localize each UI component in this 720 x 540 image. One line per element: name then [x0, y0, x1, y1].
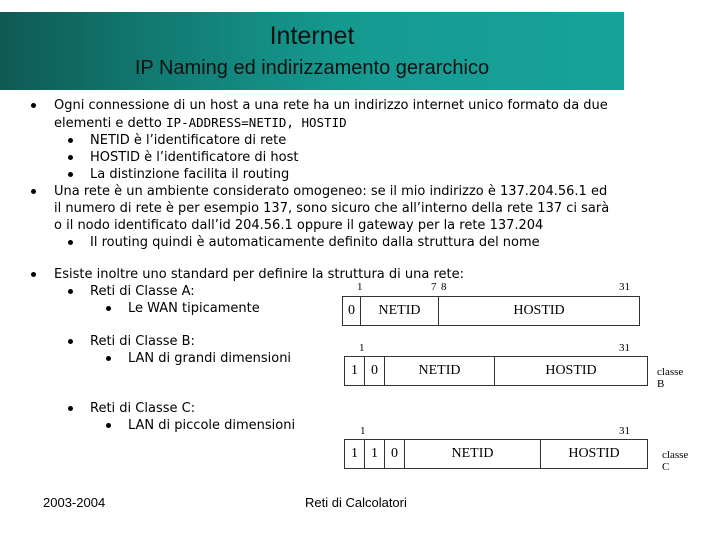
footer-course: Reti di Calcolatori — [305, 495, 407, 510]
bullet-dot-icon — [68, 155, 73, 160]
bit-label: 1 — [360, 425, 366, 437]
bit-label: 7 — [431, 281, 437, 293]
bullet-continuation: elementi e detto IP-ADDRESS=NETID, HOSTID — [54, 115, 347, 131]
sub-bullet-class-b: Reti di Classe B: — [30, 333, 660, 350]
bullet-dot-icon — [31, 103, 36, 108]
hostid-cell: HOSTID — [545, 363, 597, 378]
class-b-address-box — [344, 356, 648, 386]
hostid-cell: HOSTID — [568, 446, 620, 461]
sub-bullet-class-c: Reti di Classe C: — [30, 400, 660, 417]
class-bit-cell: 0 — [365, 357, 385, 385]
class-c-label: classe C — [662, 449, 689, 473]
netid-cell: NETID — [405, 440, 541, 468]
sub-bullet-class-a: Reti di Classe A: — [30, 283, 660, 300]
class-bit-cell: 0 — [385, 440, 405, 468]
footer-year: 2003-2004 — [43, 495, 106, 510]
bullet-continuation: o il nodo identificato dall’id 204.56.1 oppure il gateway per la rete 137.204 — [54, 218, 544, 233]
hostid-cell: HOSTID — [513, 303, 565, 318]
slide-header — [0, 12, 624, 90]
sub-bullet-hostid: HOSTID è l’identificatore di host — [30, 149, 660, 166]
class-b-label: classe B — [657, 366, 684, 390]
class-bit-cell: 1 — [365, 440, 385, 468]
bullet-dot-icon — [106, 356, 111, 361]
bullet-network: Una rete è un ambiente considerato omogeneo: se il mio indirizzo è 137.204.56.1 ed — [30, 183, 660, 200]
sub-bullet-auto-routing: Il routing quindi è automaticamente definito dalla struttura del nome — [30, 234, 660, 251]
sub-bullet-routing: La distinzione facilita il routing — [30, 166, 660, 183]
class-bit-cell: 0 — [343, 297, 361, 325]
bit-label: 1 — [357, 281, 363, 293]
bullet-dot-icon — [68, 406, 73, 411]
ip-address-code: IP-ADDRESS=NETID, HOSTID — [166, 115, 347, 130]
bit-label: 31 — [619, 342, 630, 354]
bullet-dot-icon — [68, 289, 73, 294]
bullet-standard: Esiste inoltre uno standard per definire la struttura di una rete: — [30, 266, 660, 283]
bit-label: 31 — [619, 425, 630, 437]
class-a-address-box — [342, 296, 640, 326]
class-c-address-box — [344, 439, 648, 469]
bullet-dot-icon — [106, 306, 111, 311]
slide-subtitle: IP Naming ed indirizzamento gerarchico — [134, 57, 490, 79]
sub-bullet-netid: NETID è l’identificatore di rete — [30, 132, 660, 149]
bullet-dot-icon — [68, 240, 73, 245]
netid-cell: NETID — [385, 357, 495, 385]
sub-sub-bullet-small-lan: LAN di piccole dimensioni — [30, 417, 660, 434]
netid-cell: NETID — [361, 297, 439, 325]
slide-title: Internet — [269, 22, 355, 50]
bullet-dot-icon — [31, 272, 36, 277]
bit-label: 31 — [619, 281, 630, 293]
sub-sub-bullet-large-lan: LAN di grandi dimensioni — [30, 350, 660, 367]
bit-label: 1 — [359, 342, 365, 354]
bullet-dot-icon — [68, 138, 73, 143]
bullet-dot-icon — [68, 339, 73, 344]
bullet-continuation: il numero di rete è per esempio 137, sono sicuro che all’interno della rete 137 ci sarà — [54, 201, 610, 216]
class-bit-cell: 1 — [345, 357, 365, 385]
bullet-dot-icon — [106, 423, 111, 428]
bullet-dot-icon — [31, 189, 36, 194]
class-bit-cell: 1 — [345, 440, 365, 468]
bit-label: 8 — [441, 281, 447, 293]
bullet-connection: Ogni connessione di un host a una rete ha un indirizzo internet unico formato da due — [30, 97, 660, 114]
sub-sub-bullet-wan: Le WAN tipicamente — [30, 300, 660, 317]
bullet-dot-icon — [68, 172, 73, 177]
